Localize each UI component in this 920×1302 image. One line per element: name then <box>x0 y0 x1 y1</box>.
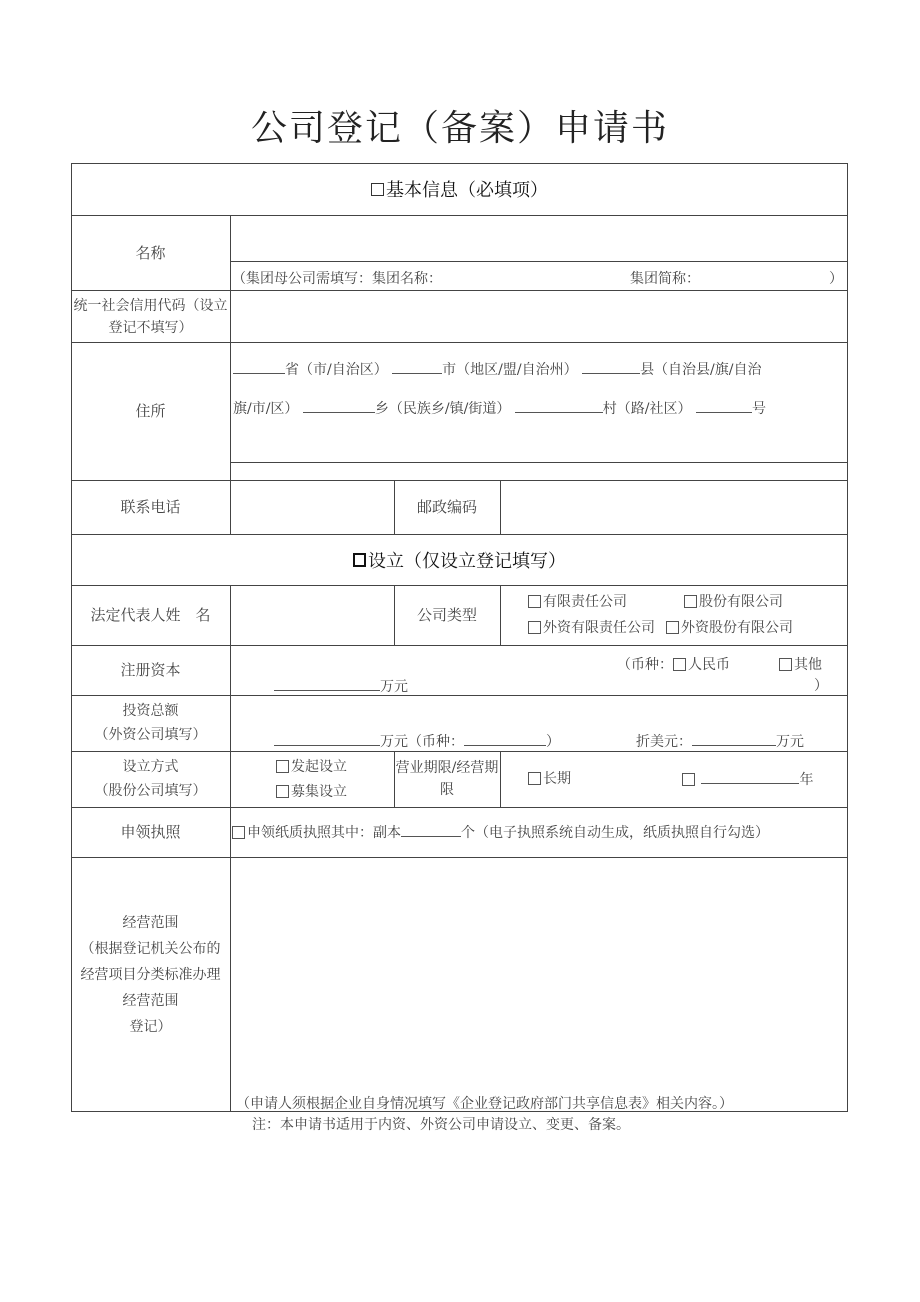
business-scope-field[interactable] <box>232 859 846 1089</box>
column-divider <box>500 751 501 807</box>
section-establishment <box>71 534 848 585</box>
group-name-field[interactable] <box>232 267 442 291</box>
group-short-label: 集团简称： <box>630 271 700 287</box>
row-divider <box>71 857 848 858</box>
column-divider <box>230 585 231 1112</box>
legal-rep-field[interactable] <box>232 587 393 644</box>
option-long-term[interactable] <box>528 767 571 791</box>
address-line-1 <box>233 357 762 382</box>
usd-unit: 万元 <box>776 734 804 750</box>
method-label-line-2: （股份公司填写） <box>94 783 207 799</box>
township-label: 乡（民族乡/镇/街道） <box>374 401 511 417</box>
checkbox[interactable] <box>666 621 679 634</box>
option-label: 有限责任公司 <box>543 594 627 610</box>
other-checkbox[interactable] <box>779 658 792 671</box>
house-number-label: 号 <box>751 401 766 417</box>
license-option[interactable] <box>232 820 769 845</box>
scope-label-line: 经营项目分类标准办理 <box>80 967 221 983</box>
option-foreign-limited-liability[interactable] <box>528 616 655 640</box>
investment-currency-blank[interactable] <box>464 729 546 746</box>
capital-label: 注册资本 <box>120 661 181 679</box>
capital-amount <box>274 674 408 699</box>
address-label: 住所 <box>135 402 166 420</box>
group-short-name-field[interactable] <box>630 267 700 291</box>
section-basic-info-label: 基本信息（必填项） <box>386 180 548 201</box>
legal-rep-label: 法定代表人姓 名 <box>90 606 211 624</box>
year-unit: 年 <box>799 772 814 788</box>
checkbox[interactable] <box>276 785 289 798</box>
license-checkbox[interactable] <box>232 826 245 839</box>
option-fixed-term[interactable] <box>682 767 813 792</box>
postal-code-label: 邮政编码 <box>416 498 477 516</box>
option-label: 股份有限公司 <box>699 594 783 610</box>
rmb-checkbox[interactable] <box>673 658 686 671</box>
investment-label-line-1: 投资总额 <box>122 703 179 719</box>
group-close-paren: ） <box>829 271 843 287</box>
business-scope-label <box>71 900 230 1050</box>
capital-amount-blank[interactable] <box>274 674 380 691</box>
checkbox[interactable] <box>682 773 695 786</box>
column-divider <box>500 585 501 645</box>
phone-field[interactable] <box>232 482 393 533</box>
rmb-label: 人民币 <box>688 657 730 673</box>
license-unit: 个（电子执照系统自动生成，纸质执照自行勾选） <box>461 825 769 841</box>
province-label: 省（市/自治区） <box>285 362 388 378</box>
province-blank[interactable] <box>233 357 285 374</box>
license-text: 申领纸质执照其中：副本 <box>247 825 401 841</box>
postal-code-field[interactable] <box>502 482 846 533</box>
option-foreign-joint-stock[interactable] <box>666 616 793 640</box>
checkbox[interactable] <box>276 760 289 773</box>
business-scope-note: （申请人须根据企业自身情况填写《企业登记政府部门共享信息表》相关内容。） <box>236 1096 733 1112</box>
phone-label: 联系电话 <box>120 498 181 516</box>
name-label: 名称 <box>135 243 166 262</box>
scope-label-line: （根据登记机关公布的 <box>80 941 221 957</box>
credit-code-field[interactable] <box>232 292 846 341</box>
footnote: 注：本申请书适用于内资、外资公司申请设立、变更、备案。 <box>252 1117 630 1133</box>
city-blank[interactable] <box>392 357 442 374</box>
currency-label: （币种： <box>617 657 673 673</box>
option-label: 募集设立 <box>291 784 347 800</box>
row-divider <box>230 261 848 262</box>
investment-label <box>71 695 230 751</box>
usd-amount-blank[interactable] <box>692 729 776 746</box>
option-label: 发起设立 <box>291 759 347 775</box>
option-label: 外资有限责任公司 <box>543 620 655 636</box>
other-label: 其他 <box>794 657 822 673</box>
business-term-label: 营业期限/经营期限 <box>395 760 499 798</box>
license-label: 申领执照 <box>120 823 181 841</box>
term-years-blank[interactable] <box>701 767 799 784</box>
village-blank[interactable] <box>515 396 603 413</box>
credit-code-label: 统一社会信用代码（设立登记不填写） <box>73 297 228 336</box>
section-basic-info <box>71 163 848 215</box>
county-blank[interactable] <box>582 357 640 374</box>
company-type-label: 公司类型 <box>416 606 477 624</box>
village-label: 村（路/社区） <box>602 401 692 417</box>
scope-label-line: 经营范围 <box>122 915 179 931</box>
capital-currency <box>617 653 730 677</box>
house-number-blank[interactable] <box>696 396 752 413</box>
method-label-line-1: 设立方式 <box>122 759 179 775</box>
township-blank[interactable] <box>303 396 375 413</box>
method-label <box>71 751 230 807</box>
checkbox[interactable] <box>528 621 541 634</box>
checkbox[interactable] <box>528 772 541 785</box>
row-divider <box>230 462 848 463</box>
county-tail-label: 旗/市/区） <box>233 401 299 417</box>
address-line-2 <box>233 396 766 421</box>
option-label: 长期 <box>543 771 571 787</box>
page-title: 公司登记（备案）申请书 <box>250 108 669 149</box>
option-joint-stock[interactable] <box>684 590 783 614</box>
checkbox[interactable] <box>684 595 697 608</box>
company-name-field[interactable] <box>232 216 846 260</box>
option-offering[interactable] <box>276 780 347 804</box>
scope-label-line: 经营范围 <box>122 993 179 1009</box>
option-label: 外资股份有限公司 <box>681 620 793 636</box>
column-divider <box>230 215 231 535</box>
city-label: 市（地区/盟/自治州） <box>442 362 578 378</box>
section-checkbox[interactable] <box>371 183 384 196</box>
investment-currency-label: （币种： <box>408 734 464 750</box>
section-establishment-label: 设立（仅设立登记填写） <box>368 550 566 572</box>
group-name-label: （集团母公司需填写：集团名称： <box>232 271 442 287</box>
row-divider <box>71 290 848 291</box>
option-promotion[interactable] <box>276 755 347 779</box>
usd-amount <box>636 729 804 754</box>
column-divider <box>500 480 501 534</box>
section-checkbox[interactable] <box>353 553 366 567</box>
investment-close: ） <box>546 734 560 750</box>
investment-label-line-2: （外资公司填写） <box>94 727 207 743</box>
usd-label: 折美元： <box>636 734 692 750</box>
option-limited-liability[interactable] <box>528 590 627 614</box>
scope-label-line: 登记） <box>129 1019 172 1035</box>
capital-close-paren: ） <box>814 678 828 694</box>
capital-unit: 万元 <box>380 679 408 695</box>
investment-unit: 万元 <box>380 734 408 750</box>
copies-blank[interactable] <box>401 820 461 837</box>
county-label: 县（自治县/旗/自治 <box>640 362 762 378</box>
checkbox[interactable] <box>528 595 541 608</box>
investment-amount-blank[interactable] <box>274 729 380 746</box>
